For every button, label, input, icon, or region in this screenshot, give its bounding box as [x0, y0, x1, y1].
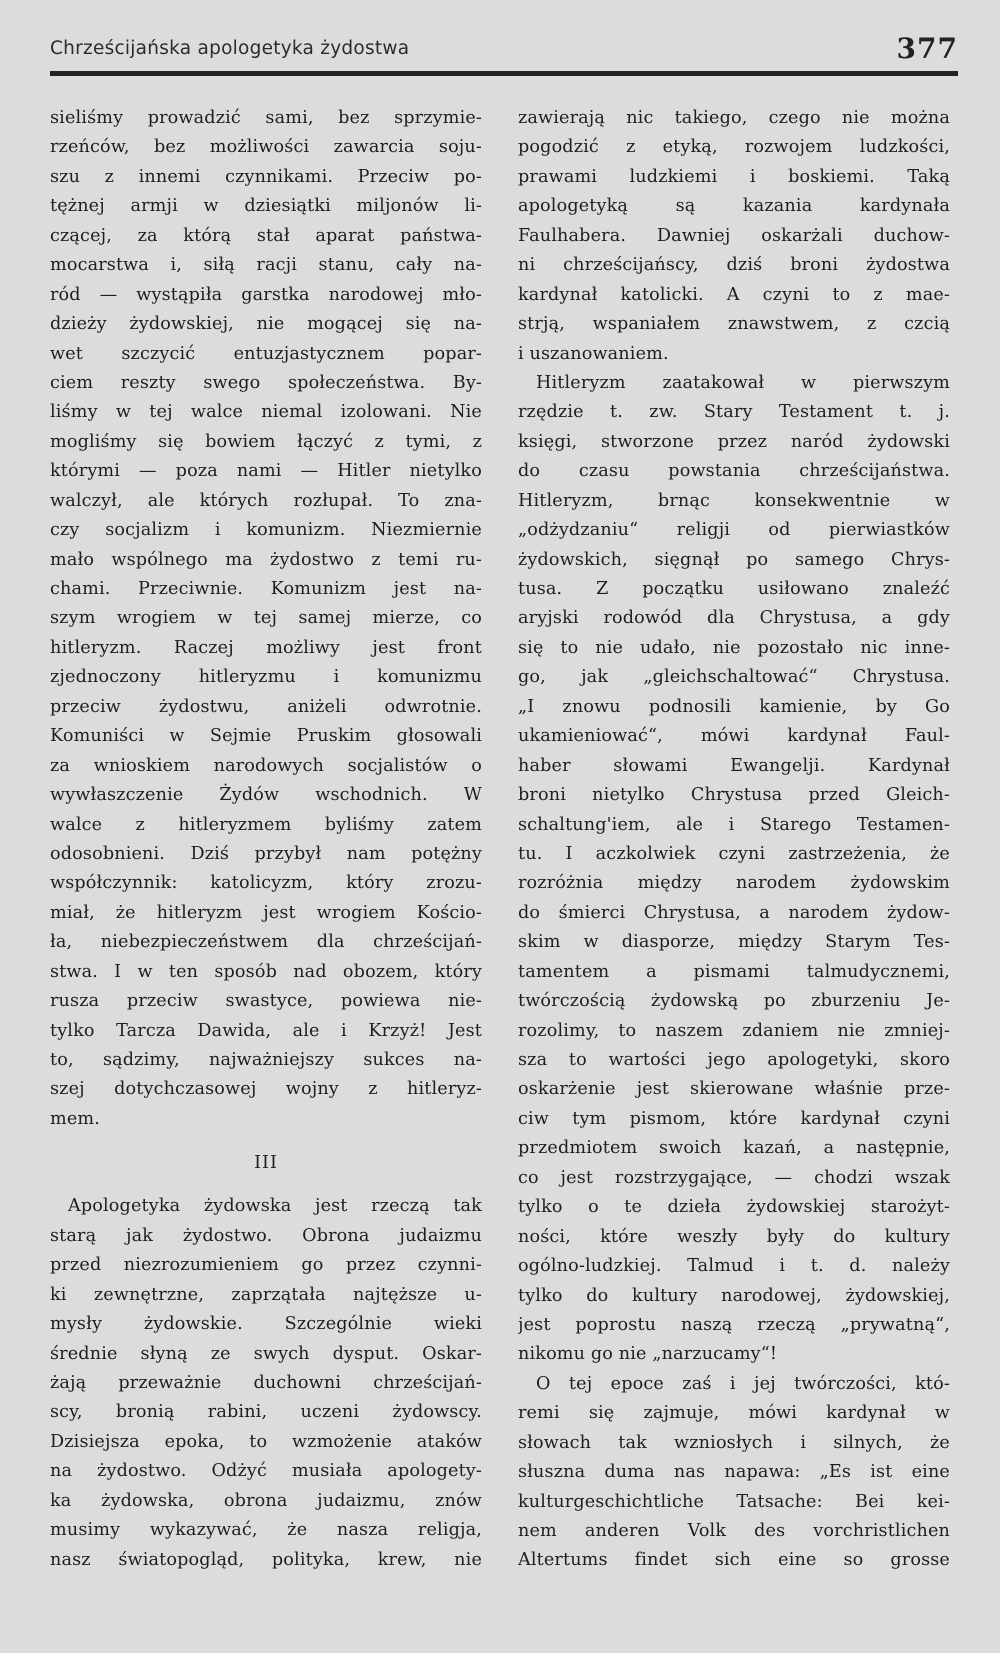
text-line: dzieży żydowskiej, nie mogącej się na- — [50, 314, 482, 335]
text-line: remi się zajmuje, mówi kardynał w — [518, 1403, 950, 1424]
text-line: tylko o te dzieła żydowskiej starożyt- — [518, 1197, 950, 1218]
text-line: szu z innemi czynnikami. Przeciw po- — [50, 166, 482, 187]
text-line: oskarżenie jest skierowane właśnie prze- — [518, 1079, 950, 1100]
text-line: Hitleryzm zaatakował w pierwszym — [536, 372, 950, 393]
text-line: rozróżnia między narodem żydowskim — [518, 873, 950, 894]
text-line: twórczością żydowską po zburzeniu Je- — [518, 991, 950, 1012]
text-line: chami. Przeciwnie. Komunizm jest na- — [50, 579, 482, 599]
text-line: wywłaszczenie Żydów wschodnich. W — [50, 785, 482, 806]
text-line: zawierają nic takiego, czego nie można — [518, 108, 950, 128]
text-line: przedmiotem swoich kazań, a następnie, — [518, 1138, 950, 1159]
text-line: ciw tym pismom, które kardynał czyni — [518, 1108, 950, 1129]
text-line: strją, wspaniałem znawstwem, z czcią — [518, 314, 950, 335]
text-line: rusza przeciw swastyce, powiewa nie- — [50, 991, 482, 1012]
text-line: za wnioskiem narodowych socjalistów o — [50, 755, 482, 776]
text-line: jest poprostu naszą rzeczą „prywatną“, — [518, 1314, 950, 1335]
text-line: współczynnik: katolicyzm, który zrozu- — [50, 873, 482, 894]
text-line: to, sądzimy, najważniejszy sukces na- — [50, 1050, 482, 1070]
text-line: mem. — [50, 1108, 100, 1129]
text-line: ki zewnętrzne, zaprzątała najtęższe u- — [50, 1284, 482, 1305]
text-line: kardynał katolicki. A czyni to z mae- — [518, 284, 950, 305]
text-line: żają przeważnie duchowni chrześcijań- — [50, 1372, 482, 1393]
left-column — [50, 104, 482, 1575]
text-line: ogólno-ludzkiej. Talmud i t. d. należy — [518, 1256, 950, 1277]
text-line: tylko do kultury narodowej, żydowskiej, — [518, 1285, 950, 1306]
text-line: walczył, ale których rozłupał. To zna- — [50, 490, 482, 511]
text-line: Altertums findet sich eine so grosse — [518, 1550, 950, 1571]
text-line: schaltung'iem, ale i Starego Testamen- — [518, 814, 950, 835]
page-number: 377 — [896, 32, 958, 65]
text-line: żydowskich, sięgnął po samego Chrys- — [518, 549, 950, 570]
text-line: zjednoczony hitleryzmu i komunizmu — [50, 667, 482, 688]
text-line: Faulhabera. Dawniej oskarżali duchow- — [518, 225, 950, 246]
text-line: ności, które weszły były do kultury — [518, 1226, 950, 1247]
text-line: Hitleryzm, brnąc konsekwentnie w — [518, 490, 950, 511]
text-line: rzędzie t. zw. Stary Testament t. j. — [518, 402, 950, 423]
text-line: tusa. Z początku usiłowano znaleźć — [518, 579, 950, 599]
text-line: tężnej armji w dziesiątki miljonów li- — [50, 196, 482, 217]
text-line: pogodzić z etyką, rozwojem ludzkości, — [518, 137, 950, 158]
text-line: nikomu go nie „narzucamy“! — [518, 1344, 778, 1365]
text-line: ukamieniować“, mówi kardynał Faul- — [518, 726, 950, 747]
text-line: czy socjalizm i komunizm. Niezmiernie — [50, 520, 482, 541]
text-line: miał, że hitleryzm jest wrogiem Kościo- — [50, 902, 482, 923]
text-line: odosobnieni. Dziś przybył nam potężny — [50, 843, 482, 864]
text-line: rozolimy, to naszem zdaniem nie zmniej- — [518, 1020, 950, 1041]
text-line: do śmierci Chrystusa, a narodem żydow- — [518, 902, 950, 923]
text-line: ni chrześcijańscy, dziś broni żydostwa — [518, 255, 950, 276]
text-line: tylko Tarcza Dawida, ale i Krzyż! Jest — [50, 1020, 482, 1041]
text-line: kulturgeschichtliche Tatsache: Bei kei- — [518, 1491, 950, 1512]
text-line: mało wspólnego ma żydostwo z temi ru- — [50, 549, 482, 570]
text-line: tu. I aczkolwiek czyni zastrzeżenia, że — [518, 843, 950, 864]
text-line: ła, niebezpieczeństwem dla chrześcijań- — [50, 932, 482, 953]
text-line: tamentem a pismami talmudycznemi, — [518, 961, 950, 982]
text-line: słowach tak wzniosłych i silnych, że — [518, 1432, 950, 1453]
text-line: broni nietylko Chrystusa przed Gleich- — [518, 785, 950, 806]
text-line: nasz światopogląd, polityka, krew, nie — [50, 1549, 482, 1570]
text-line: się to nie udało, nie pozostało nic inne- — [518, 637, 950, 658]
text-line: ród — wystąpiła garstka narodowej mło- — [50, 284, 482, 305]
text-line: rzeńców, bez możliwości zawarcia soju- — [50, 137, 482, 158]
text-line: Komuniści w Sejmie Pruskim głosowali — [50, 726, 482, 747]
text-line: O tej epoce zaś i jej twórczości, któ- — [536, 1373, 950, 1394]
text-line: mysły żydowskie. Szczególnie wieki — [50, 1314, 482, 1335]
text-line: scy, bronią rabini, uczeni żydowscy. — [50, 1402, 482, 1423]
text-line: mogliśmy się bowiem łączyć z tymi, z — [50, 431, 482, 452]
text-line: Apologetyka żydowska jest rzeczą tak — [68, 1196, 482, 1217]
text-line: szej dotychczasowej wojny z hitleryz- — [50, 1079, 482, 1100]
text-line: do czasu powstania chrześcijaństwa. — [518, 461, 950, 482]
text-line: przed niezrozumieniem go przez czynni- — [50, 1255, 482, 1276]
right-column — [518, 104, 950, 1576]
text-line: szym wrogiem w tej samej mierze, co — [50, 608, 482, 629]
text-line: skim w diasporze, między Starym Tes- — [518, 932, 950, 953]
text-line: Dzisiejsza epoka, to wzmożenie ataków — [50, 1431, 482, 1452]
header-rule — [50, 71, 958, 76]
text-line: i uszanowaniem. — [518, 343, 669, 364]
text-line: którymi — poza nami — Hitler nietylko — [50, 461, 482, 482]
text-line: apologetyką są kazania kardynała — [518, 196, 950, 217]
text-line: co jest rozstrzygające, — chodzi wszak — [518, 1167, 950, 1188]
text-line: słuszna duma nas napawa: „Es ist eine — [518, 1462, 950, 1483]
section-number: III — [254, 1153, 278, 1174]
text-line: „I znowu podnosili kamienie, by Go — [518, 696, 950, 717]
running-title: Chrześcijańska apologetyka żydostwa — [50, 38, 410, 59]
text-line: średnie słyną ze swych dysput. Oskar- — [50, 1343, 482, 1364]
text-line: nem anderen Volk des vorchristlichen — [518, 1521, 950, 1541]
text-line: hitleryzm. Raczej możliwy jest front — [50, 637, 482, 658]
text-line: starą jak żydostwo. Obrona judaizmu — [50, 1225, 482, 1246]
text-line: prawami ludzkiemi i boskiemi. Taką — [518, 166, 950, 187]
text-line: przeciw żydostwu, aniżeli odwrotnie. — [50, 696, 482, 717]
text-line: sieliśmy prowadzić sami, bez sprzymie- — [50, 108, 482, 128]
text-line: mocarstwa i, siłą racji stanu, cały na- — [50, 255, 482, 276]
text-line: księgi, stworzone przez naród żydowski — [518, 431, 950, 452]
text-line: „odżydzaniu“ religji od pierwiastków — [518, 520, 950, 541]
text-line: stwa. I w ten sposób nad obozem, który — [50, 961, 482, 982]
text-line: aryjski rodowód dla Chrystusa, a gdy — [518, 608, 950, 629]
text-line: na żydostwo. Odżyć musiała apologety- — [50, 1461, 482, 1482]
text-line: musimy wykazywać, że nasza religja, — [50, 1520, 482, 1541]
text-line: czącej, za którą stał aparat państwa- — [50, 225, 482, 246]
text-line: ka żydowska, obrona judaizmu, znów — [50, 1490, 482, 1511]
text-line: ciem reszty swego społeczeństwa. By- — [50, 372, 482, 393]
text-line: haber słowami Ewangelji. Kardynał — [518, 755, 950, 776]
text-line: liśmy w tej walce niemal izolowani. Nie — [50, 402, 482, 423]
text-line: go, jak „gleichschaltować“ Chrystusa. — [518, 667, 950, 688]
text-line: sza to wartości jego apologetyki, skoro — [518, 1050, 950, 1070]
text-line: walce z hitleryzmem byliśmy zatem — [50, 814, 482, 835]
text-line: wet szczycić entuzjastycznem popar- — [50, 343, 482, 364]
